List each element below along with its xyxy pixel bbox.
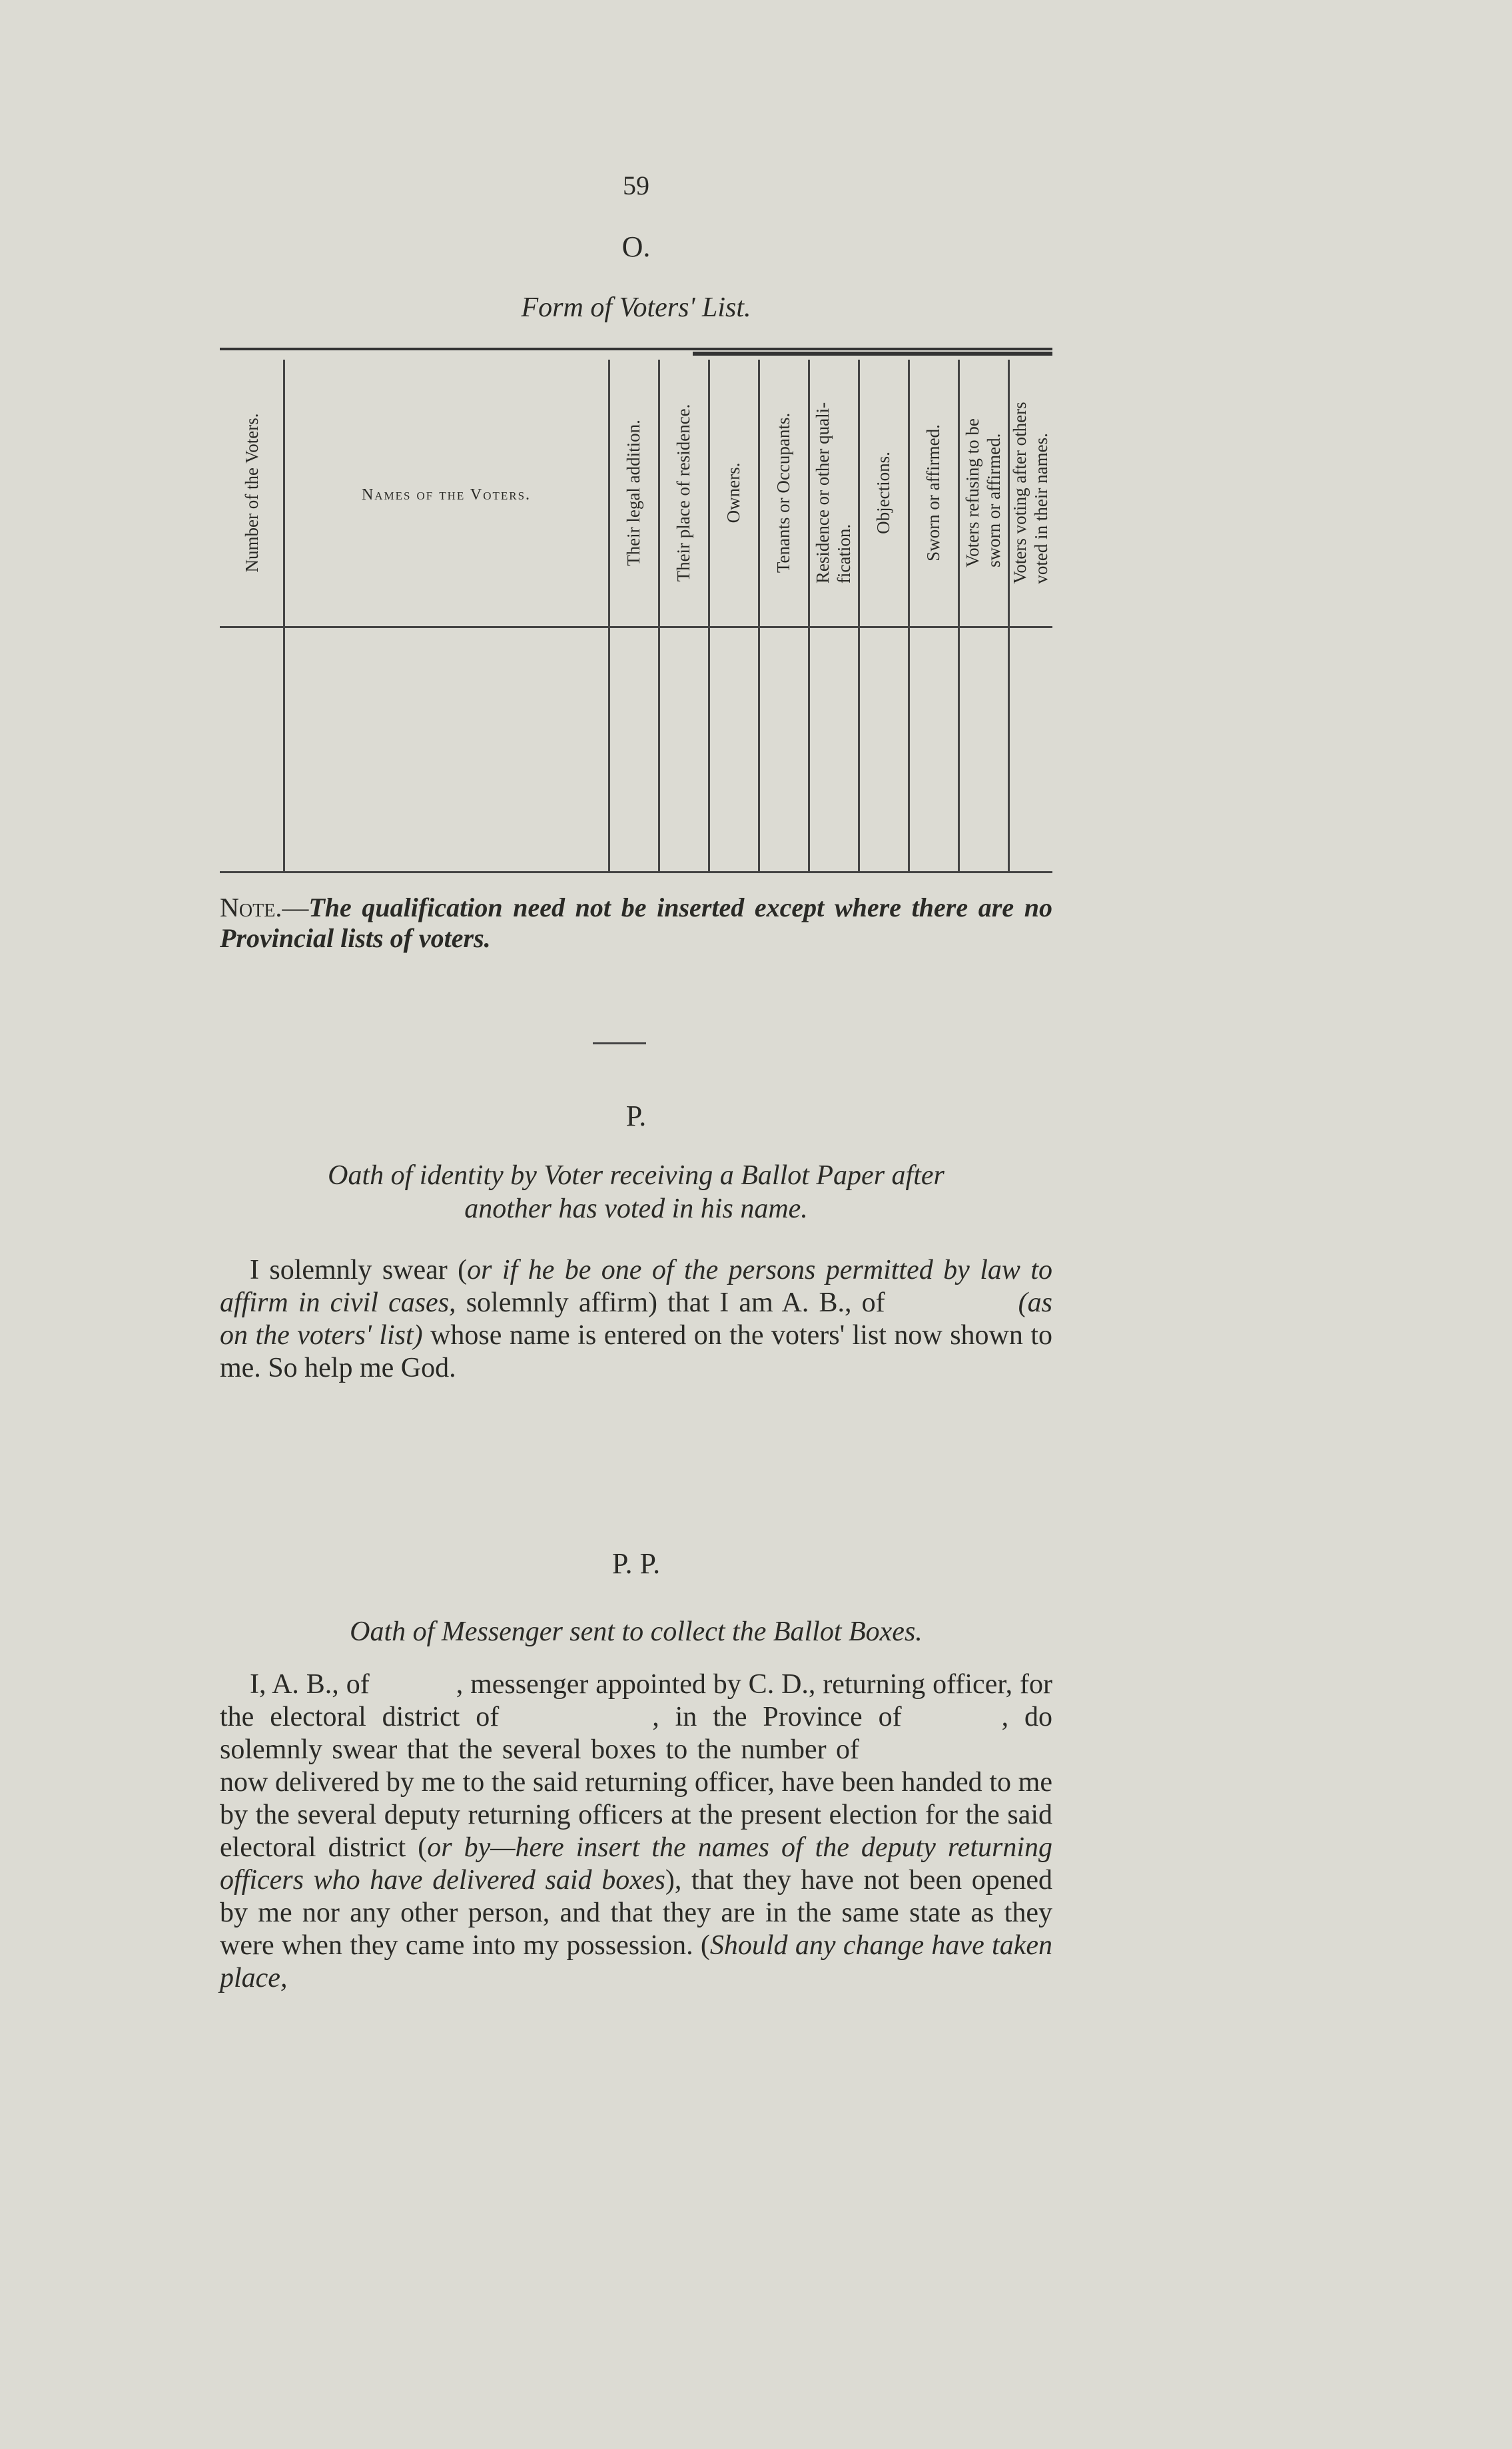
column-header-refusing — [958, 360, 1008, 626]
column-header-owners — [708, 360, 758, 626]
column-header-text: Their legal addition. — [623, 420, 643, 566]
table-top-rule — [220, 348, 1052, 350]
column-header-objections — [858, 360, 908, 626]
oath-text: , in the Province of — [652, 1702, 902, 1732]
table-header-rule — [220, 626, 1052, 628]
page-number: 59 — [623, 171, 649, 200]
column-header-legal-addition — [608, 360, 658, 626]
column-header-names: Names of the Voters. — [361, 486, 532, 504]
column-header-text: Voters refusing to be sworn or affirmed. — [962, 418, 1004, 567]
column-header-text: Tenants or Occupants. — [773, 412, 793, 573]
section-p-title — [220, 1159, 1052, 1225]
oath-text: now delivered by me to the said returning officer, have been handed to me by the several deputy returning officers at the present election for the said electoral district ( — [220, 1767, 1052, 1863]
column-header-text: Sworn or affirmed. — [923, 424, 943, 561]
section-o-letter: O. — [621, 230, 651, 263]
column-header-text: Residence or other quali- fication. — [812, 402, 854, 584]
section-pp-letter: P. P. — [611, 1547, 661, 1580]
oath-text-italic: or if he be one of the persons permitted by law to affirm in civil cases, — [220, 1255, 1052, 1318]
oath-text-italic: or by—here insert the names of the deputy returning officers who have delivered said boxes — [220, 1832, 1052, 1896]
column-header-sworn — [908, 360, 958, 626]
column-header-residence — [658, 360, 708, 626]
oath-of-messenger-paragraph — [220, 1668, 1052, 1995]
oath-text: , do solemnly swear that the several boxes to the number of — [220, 1702, 1052, 1765]
oath-text: whose name is entered on the voters' list now shown to me. So help me God. — [220, 1320, 1052, 1383]
column-header-text: Objections. — [873, 452, 893, 534]
column-header-text: Number of the Voters. — [241, 413, 262, 573]
column-divider — [283, 360, 285, 871]
note-dash: — — [282, 892, 309, 922]
table-note — [220, 892, 1052, 954]
column-header-number — [220, 360, 283, 626]
oath-text: , messenger appointed by C. D., returning officer, for the electoral district of — [220, 1669, 1053, 1732]
table-top-rule-thick — [693, 352, 1052, 356]
column-header-text: Their place of residence. — [673, 404, 693, 582]
column-header-voting-after — [1008, 360, 1052, 626]
section-p-title-line1: Oath of identity by Voter receiving a Ballot Paper after — [328, 1160, 945, 1191]
section-p-title-line2: another has voted in his name. — [464, 1194, 808, 1224]
oath-text: I solemnly swear ( — [250, 1255, 468, 1285]
oath-text: ), that they have not been opened by me nor any other person, and that they are in the same state as they were when they came into my possession. ( — [220, 1865, 1053, 1961]
section-p-letter: P. — [625, 1100, 647, 1132]
column-header-tenants — [758, 360, 808, 626]
section-divider — [593, 1042, 646, 1044]
oath-text-italic: (as on the voters' list) — [220, 1287, 1052, 1351]
section-pp-title: Oath of Messenger sent to collect the Ballot Boxes. — [350, 1616, 923, 1647]
column-header-text: Voters voting after others voted in their names. — [1009, 402, 1051, 584]
column-header-qualification — [808, 360, 858, 626]
oath-text: I, A. B., of — [250, 1669, 370, 1700]
column-header-text: Owners. — [723, 462, 743, 524]
section-o-title: Form of Voters' List. — [521, 292, 751, 323]
table-bottom-rule — [220, 871, 1052, 873]
oath-text-italic: Should any change have taken place, — [220, 1930, 1052, 1993]
note-body: The qualification need not be inserted except where there are no Provincial lists of voters. — [220, 892, 1052, 953]
note-lead: Note. — [220, 892, 282, 922]
oath-text: solemnly affirm) that I am A. B., of — [456, 1287, 885, 1318]
oath-of-identity-paragraph — [220, 1254, 1052, 1385]
